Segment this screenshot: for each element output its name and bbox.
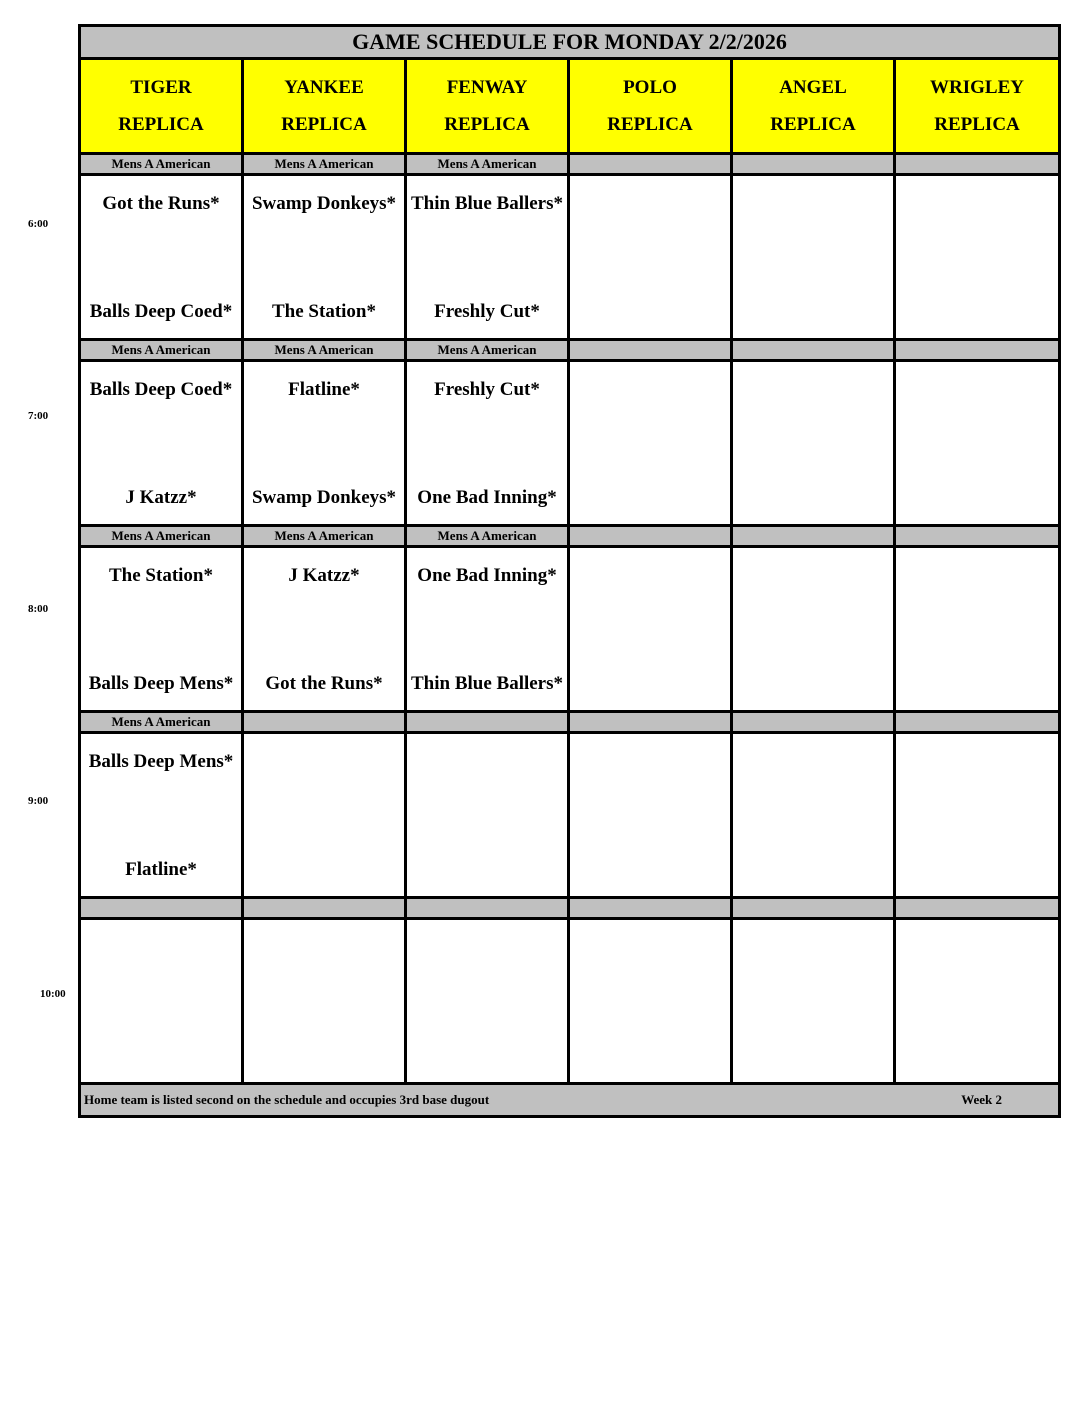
away-team: One Bad Inning*	[417, 565, 557, 586]
game-cell	[243, 175, 406, 340]
away-team	[733, 176, 893, 257]
away-team	[570, 920, 730, 1001]
time-label: 6:00	[28, 218, 49, 230]
away-team	[896, 362, 1058, 443]
footer-row	[80, 1084, 1060, 1117]
division-label	[243, 898, 406, 919]
away-team	[81, 920, 241, 1001]
home-team: Thin Blue Ballers*	[410, 673, 564, 694]
away-team	[570, 548, 730, 629]
away-team	[244, 734, 404, 815]
game-cell	[80, 547, 243, 712]
home-team	[570, 443, 730, 524]
home-team	[733, 443, 893, 524]
time-column	[0, 0, 78, 1408]
field-header	[80, 59, 243, 154]
game-cell	[732, 733, 895, 898]
field-name: ANGEL	[779, 77, 847, 98]
footer-note: Home team is listed second on the schedule and occupies 3rd base dugout	[84, 1092, 490, 1107]
division-label	[732, 898, 895, 919]
game-cell	[406, 733, 569, 898]
game-cell	[569, 919, 732, 1084]
home-team: Freshly Cut*	[434, 301, 540, 322]
home-team	[244, 1001, 404, 1082]
game-cell	[80, 919, 243, 1084]
game-cell	[895, 361, 1060, 526]
game-cell	[243, 919, 406, 1084]
home-team	[570, 815, 730, 896]
division-row	[80, 898, 1060, 919]
division-label	[732, 154, 895, 175]
home-team	[896, 815, 1058, 896]
home-team	[570, 1001, 730, 1082]
game-cell	[895, 175, 1060, 340]
game-cell	[895, 547, 1060, 712]
home-team	[570, 257, 730, 338]
division-label	[569, 340, 732, 361]
home-team: Balls Deep Mens*	[88, 673, 234, 694]
game-cell	[243, 547, 406, 712]
division-label	[732, 340, 895, 361]
division-label	[569, 526, 732, 547]
division-label	[243, 712, 406, 733]
away-team	[733, 548, 893, 629]
division-label: Mens A American	[406, 154, 569, 175]
division-label: Mens A American	[243, 154, 406, 175]
field-name: WRIGLEY	[930, 77, 1024, 98]
division-label	[406, 712, 569, 733]
home-team	[570, 629, 730, 710]
game-row	[80, 733, 1060, 898]
game-cell	[732, 361, 895, 526]
home-team: Got the Runs*	[265, 673, 383, 694]
division-label	[406, 898, 569, 919]
division-row	[80, 154, 1060, 175]
time-label: 7:00	[28, 410, 49, 422]
game-cell	[406, 919, 569, 1084]
division-label	[895, 526, 1060, 547]
away-team: Swamp Donkeys*	[251, 193, 397, 214]
home-team	[896, 257, 1058, 338]
week-label: Week 2	[961, 1092, 1003, 1107]
time-label: 10:00	[40, 988, 66, 1000]
schedule-table	[78, 24, 1061, 1118]
game-cell	[243, 361, 406, 526]
game-row	[80, 175, 1060, 340]
division-label: Mens A American	[406, 340, 569, 361]
field-header	[243, 59, 406, 154]
game-cell	[406, 175, 569, 340]
away-team	[896, 734, 1058, 815]
away-team: Freshly Cut*	[434, 379, 540, 400]
field-type: REPLICA	[770, 114, 856, 135]
game-cell	[569, 733, 732, 898]
away-team: Thin Blue Ballers*	[410, 193, 564, 214]
home-team	[407, 1001, 567, 1082]
field-type: REPLICA	[444, 114, 530, 135]
field-type: REPLICA	[607, 114, 693, 135]
division-label	[732, 712, 895, 733]
game-cell	[895, 919, 1060, 1084]
game-row	[80, 547, 1060, 712]
away-team	[570, 362, 730, 443]
game-cell	[80, 361, 243, 526]
division-label	[895, 154, 1060, 175]
game-cell	[732, 919, 895, 1084]
away-team: Got the Runs*	[102, 193, 220, 214]
home-team	[733, 815, 893, 896]
home-team: One Bad Inning*	[417, 487, 557, 508]
home-team	[896, 1001, 1058, 1082]
field-header	[895, 59, 1060, 154]
away-team	[896, 548, 1058, 629]
field-type: REPLICA	[281, 114, 367, 135]
page-title: GAME SCHEDULE FOR MONDAY 2/2/2026	[80, 26, 1060, 59]
footer	[80, 1084, 1060, 1117]
division-label: Mens A American	[80, 154, 243, 175]
field-name: FENWAY	[446, 77, 528, 98]
division-label: Mens A American	[243, 526, 406, 547]
division-row	[80, 712, 1060, 733]
away-team	[570, 734, 730, 815]
game-cell	[732, 175, 895, 340]
home-team: Balls Deep Coed*	[89, 301, 233, 322]
home-team: The Station*	[272, 301, 376, 322]
division-label	[895, 898, 1060, 919]
game-cell	[406, 361, 569, 526]
away-team: Flatline*	[288, 379, 360, 400]
away-team	[570, 176, 730, 257]
game-cell	[895, 733, 1060, 898]
field-name: TIGER	[130, 77, 192, 98]
division-label	[569, 898, 732, 919]
game-cell	[80, 175, 243, 340]
game-row	[80, 361, 1060, 526]
game-cell	[569, 547, 732, 712]
field-header	[569, 59, 732, 154]
division-label: Mens A American	[243, 340, 406, 361]
home-team	[81, 1001, 241, 1082]
home-team	[896, 629, 1058, 710]
game-row	[80, 919, 1060, 1084]
away-team	[733, 920, 893, 1001]
home-team	[733, 1001, 893, 1082]
away-team	[896, 176, 1058, 257]
field-name: YANKEE	[284, 77, 364, 98]
division-label: Mens A American	[80, 526, 243, 547]
title-row	[80, 26, 1060, 59]
division-label	[732, 526, 895, 547]
division-label: Mens A American	[80, 712, 243, 733]
away-team	[244, 920, 404, 1001]
game-cell	[80, 733, 243, 898]
division-label: Mens A American	[406, 526, 569, 547]
field-header	[406, 59, 569, 154]
home-team	[407, 815, 567, 896]
game-cell	[243, 733, 406, 898]
division-label	[569, 154, 732, 175]
game-cell	[569, 175, 732, 340]
field-header-row	[80, 59, 1060, 154]
field-header	[732, 59, 895, 154]
game-cell	[406, 547, 569, 712]
division-label: Mens A American	[80, 340, 243, 361]
away-team: Balls Deep Coed*	[89, 379, 233, 400]
game-cell	[569, 361, 732, 526]
field-type: REPLICA	[934, 114, 1020, 135]
home-team: Swamp Donkeys*	[251, 487, 397, 508]
home-team	[733, 629, 893, 710]
away-team	[407, 920, 567, 1001]
division-row	[80, 340, 1060, 361]
time-label: 8:00	[28, 603, 49, 615]
field-name: POLO	[623, 77, 677, 98]
home-team: Flatline*	[125, 859, 197, 880]
division-label	[895, 712, 1060, 733]
division-label	[569, 712, 732, 733]
away-team	[896, 920, 1058, 1001]
home-team: J Katzz*	[125, 487, 197, 508]
time-label: 9:00	[28, 795, 49, 807]
division-label	[895, 340, 1060, 361]
away-team	[733, 362, 893, 443]
division-label	[80, 898, 243, 919]
away-team: Balls Deep Mens*	[88, 751, 234, 772]
division-row	[80, 526, 1060, 547]
away-team	[733, 734, 893, 815]
field-type: REPLICA	[118, 114, 204, 135]
away-team: J Katzz*	[288, 565, 360, 586]
away-team: The Station*	[109, 565, 213, 586]
game-cell	[732, 547, 895, 712]
home-team	[733, 257, 893, 338]
home-team	[244, 815, 404, 896]
away-team	[407, 734, 567, 815]
home-team	[896, 443, 1058, 524]
